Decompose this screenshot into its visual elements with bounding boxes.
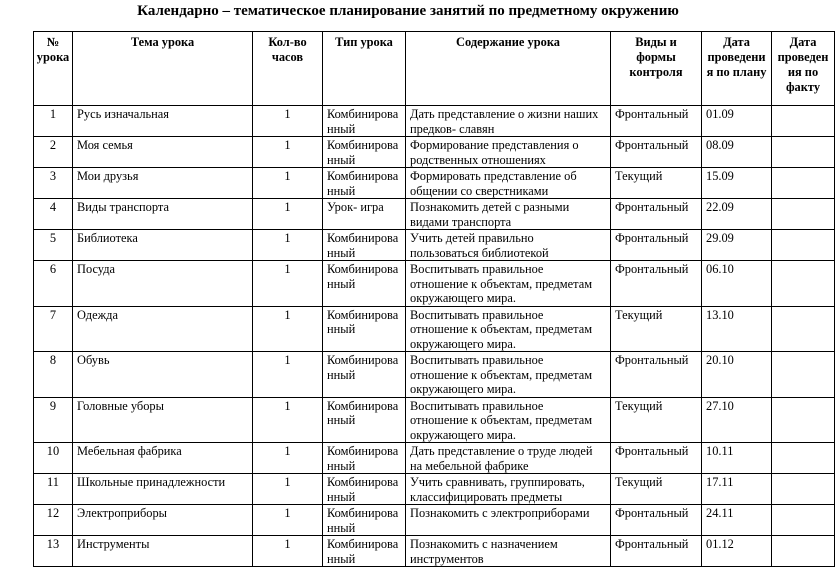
hours-cell: 1: [253, 261, 323, 307]
content-cell: Воспитывать правильное отношение к объектам, предметам окружающего мира.: [406, 397, 611, 443]
control-cell: Текущий: [611, 306, 702, 352]
column-header-planned-date: Дата проведени я по плану: [702, 32, 772, 106]
lesson-type-cell: Комбинирова нный: [323, 106, 406, 137]
hours-cell: 1: [253, 199, 323, 230]
column-header-control: Виды и формы контроля: [611, 32, 702, 106]
topic-cell: Мои друзья: [73, 168, 253, 199]
planned-date-cell: 08.09: [702, 137, 772, 168]
hours-cell: 1: [253, 352, 323, 398]
column-header-hours: Кол-во часов: [253, 32, 323, 106]
actual-date-cell: [772, 261, 835, 307]
control-cell: Фронтальный: [611, 137, 702, 168]
content-cell: Формирование представления о родственных отношениях: [406, 137, 611, 168]
content-cell: Познакомить детей с разными видами транспорта: [406, 199, 611, 230]
page-title: Календарно – тематическое планирование занятий по предметному окружению: [137, 3, 679, 19]
content-cell: Дать представление о жизни наших предков- славян: [406, 106, 611, 137]
lesson-number-cell: 8: [34, 352, 73, 398]
lesson-number-cell: 7: [34, 306, 73, 352]
control-cell: Фронтальный: [611, 106, 702, 137]
content-cell: Воспитывать правильное отношение к объектам, предметам окружающего мира.: [406, 261, 611, 307]
topic-cell: Одежда: [73, 306, 253, 352]
actual-date-cell: [772, 199, 835, 230]
hours-cell: 1: [253, 443, 323, 474]
actual-date-cell: [772, 106, 835, 137]
lesson-type-cell: Комбинирова нный: [323, 306, 406, 352]
topic-cell: Обувь: [73, 352, 253, 398]
control-cell: Фронтальный: [611, 443, 702, 474]
column-header-lesson-number: № урока: [34, 32, 73, 106]
actual-date-cell: [772, 306, 835, 352]
hours-cell: 1: [253, 137, 323, 168]
lesson-type-cell: Урок- игра: [323, 199, 406, 230]
planned-date-cell: 13.10: [702, 306, 772, 352]
planned-date-cell: 20.10: [702, 352, 772, 398]
column-header-topic: Тема урока: [73, 32, 253, 106]
actual-date-cell: [772, 474, 835, 505]
table-header-row: [34, 32, 835, 106]
lesson-number-cell: 12: [34, 505, 73, 536]
table-row: [34, 199, 835, 230]
topic-cell: Русь изначальная: [73, 106, 253, 137]
content-cell: Воспитывать правильное отношение к объектам, предметам окружающего мира.: [406, 306, 611, 352]
hours-cell: 1: [253, 397, 323, 443]
lesson-type-cell: Комбинирова нный: [323, 474, 406, 505]
lesson-type-cell: Комбинирова нный: [323, 443, 406, 474]
planned-date-cell: 24.11: [702, 505, 772, 536]
content-cell: Познакомить с назначением инструментов: [406, 536, 611, 567]
topic-cell: Школьные принадлежности: [73, 474, 253, 505]
actual-date-cell: [772, 505, 835, 536]
topic-cell: Посуда: [73, 261, 253, 307]
planned-date-cell: 06.10: [702, 261, 772, 307]
lesson-number-cell: 5: [34, 230, 73, 261]
lesson-type-cell: Комбинирова нный: [323, 168, 406, 199]
table-row: [34, 168, 835, 199]
lesson-number-cell: 13: [34, 536, 73, 567]
lesson-number-cell: 2: [34, 137, 73, 168]
hours-cell: 1: [253, 536, 323, 567]
table-row: [34, 443, 835, 474]
control-cell: Текущий: [611, 474, 702, 505]
hours-cell: 1: [253, 230, 323, 261]
lesson-number-cell: 4: [34, 199, 73, 230]
content-cell: Познакомить с электроприборами: [406, 505, 611, 536]
topic-cell: Моя семья: [73, 137, 253, 168]
content-cell: Учить детей правильно пользоваться библиотекой: [406, 230, 611, 261]
control-cell: Фронтальный: [611, 536, 702, 567]
table-row: [34, 474, 835, 505]
actual-date-cell: [772, 443, 835, 474]
lesson-type-cell: Комбинирова нный: [323, 536, 406, 567]
lesson-type-cell: Комбинирова нный: [323, 505, 406, 536]
planned-date-cell: 10.11: [702, 443, 772, 474]
planned-date-cell: 15.09: [702, 168, 772, 199]
lesson-number-cell: 11: [34, 474, 73, 505]
table-row: [34, 397, 835, 443]
planned-date-cell: 22.09: [702, 199, 772, 230]
column-header-content: Содержание урока: [406, 32, 611, 106]
topic-cell: Библиотека: [73, 230, 253, 261]
lesson-type-cell: Комбинирова нный: [323, 137, 406, 168]
hours-cell: 1: [253, 505, 323, 536]
hours-cell: 1: [253, 106, 323, 137]
lesson-number-cell: 9: [34, 397, 73, 443]
lesson-number-cell: 3: [34, 168, 73, 199]
lesson-type-cell: Комбинирова нный: [323, 397, 406, 443]
table-row: [34, 505, 835, 536]
table-row: [34, 352, 835, 398]
lesson-type-cell: Комбинирова нный: [323, 352, 406, 398]
table-row: [34, 261, 835, 307]
lesson-number-cell: 6: [34, 261, 73, 307]
lesson-number-cell: 10: [34, 443, 73, 474]
content-cell: Формировать представление об общении со сверстниками: [406, 168, 611, 199]
control-cell: Фронтальный: [611, 199, 702, 230]
table-body: [34, 106, 835, 567]
actual-date-cell: [772, 397, 835, 443]
topic-cell: Мебельная фабрика: [73, 443, 253, 474]
content-cell: Воспитывать правильное отношение к объектам, предметам окружающего мира.: [406, 352, 611, 398]
actual-date-cell: [772, 137, 835, 168]
lesson-number-cell: 1: [34, 106, 73, 137]
control-cell: Фронтальный: [611, 230, 702, 261]
hours-cell: 1: [253, 306, 323, 352]
actual-date-cell: [772, 352, 835, 398]
lesson-plan-table: [33, 31, 835, 567]
topic-cell: Инструменты: [73, 536, 253, 567]
control-cell: Текущий: [611, 168, 702, 199]
planned-date-cell: 27.10: [702, 397, 772, 443]
control-cell: Фронтальный: [611, 261, 702, 307]
table-row: [34, 306, 835, 352]
planned-date-cell: 01.09: [702, 106, 772, 137]
topic-cell: Головные уборы: [73, 397, 253, 443]
table-row: [34, 106, 835, 137]
actual-date-cell: [772, 536, 835, 567]
planned-date-cell: 17.11: [702, 474, 772, 505]
topic-cell: Виды транспорта: [73, 199, 253, 230]
column-header-lesson-type: Тип урока: [323, 32, 406, 106]
hours-cell: 1: [253, 474, 323, 505]
column-header-actual-date: Дата проведен ия по факту: [772, 32, 835, 106]
actual-date-cell: [772, 168, 835, 199]
control-cell: Фронтальный: [611, 352, 702, 398]
content-cell: Дать представление о труде людей на мебельной фабрике: [406, 443, 611, 474]
table-row: [34, 230, 835, 261]
hours-cell: 1: [253, 168, 323, 199]
control-cell: Фронтальный: [611, 505, 702, 536]
table-row: [34, 536, 835, 567]
content-cell: Учить сравнивать, группировать, классифицировать предметы: [406, 474, 611, 505]
lesson-type-cell: Комбинирова нный: [323, 230, 406, 261]
topic-cell: Электроприборы: [73, 505, 253, 536]
control-cell: Текущий: [611, 397, 702, 443]
lesson-type-cell: Комбинирова нный: [323, 261, 406, 307]
actual-date-cell: [772, 230, 835, 261]
planned-date-cell: 29.09: [702, 230, 772, 261]
table-row: [34, 137, 835, 168]
planned-date-cell: 01.12: [702, 536, 772, 567]
